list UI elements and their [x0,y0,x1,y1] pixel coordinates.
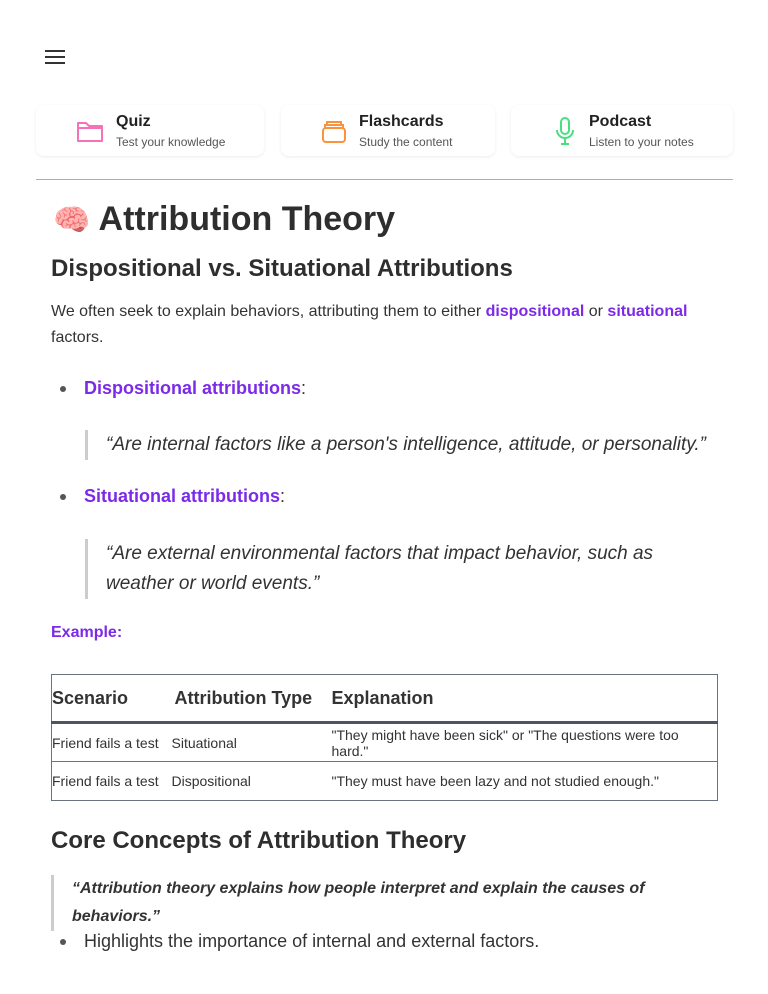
podcast-subtitle: Listen to your notes [589,134,694,149]
quiz-subtitle: Test your knowledge [116,134,226,149]
cell: Friend fails a test [52,762,172,801]
section-heading-2: Core Concepts of Attribution Theory [51,827,467,854]
cell: Friend fails a test [52,723,172,762]
bullet-dot [60,939,66,945]
flashcards-title: Flashcards [359,112,444,130]
list-item: Highlights the importance of internal and external factors. [84,931,540,951]
quiz-title: Quiz [116,112,151,130]
table-row [52,762,718,801]
podcast-card[interactable] [511,105,733,156]
cell: Dispositional [172,762,332,801]
divider [36,179,733,180]
microphone-icon [553,116,577,146]
cell: "They might have been sick" or "The questions were too hard." [332,723,718,762]
blockquote: “Are internal factors like a person's intelligence, attitude, or personality.” [85,430,725,460]
table-row [52,723,718,762]
blockquote: “Attribution theory explains how people interpret and explain the causes of behaviors.” [51,875,731,931]
attribution-table [51,674,718,801]
list-item: Situational attributions: [84,486,286,506]
col-header: Explanation [332,675,718,723]
col-header: Scenario [52,675,172,723]
page-title: 🧠 Attribution Theory [53,200,396,238]
example-label: Example: [51,624,123,641]
intro-paragraph: We often seek to explain behaviors, attributing them to either dispositional or situational factors. [51,303,688,346]
cell: "They must have been lazy and not studied enough." [332,762,718,801]
list-item: Dispositional attributions: [84,378,307,398]
cards-icon [321,118,347,144]
section-heading-1: Dispositional vs. Situational Attributions [51,255,513,282]
hamburger-menu-button[interactable] [45,50,65,66]
brain-icon: 🧠 [53,204,91,237]
bullet-dot [60,386,66,392]
flashcards-subtitle: Study the content [359,134,453,149]
flashcards-card[interactable] [281,105,495,156]
podcast-title: Podcast [589,112,652,130]
folder-icon [76,119,104,143]
cell: Situational [172,723,332,762]
blockquote: “Are external environmental factors that impact behavior, such as weather or world events.” [85,539,725,599]
col-header: Attribution Type [172,675,332,723]
quiz-card[interactable] [36,105,264,156]
bullet-dot [60,494,66,500]
